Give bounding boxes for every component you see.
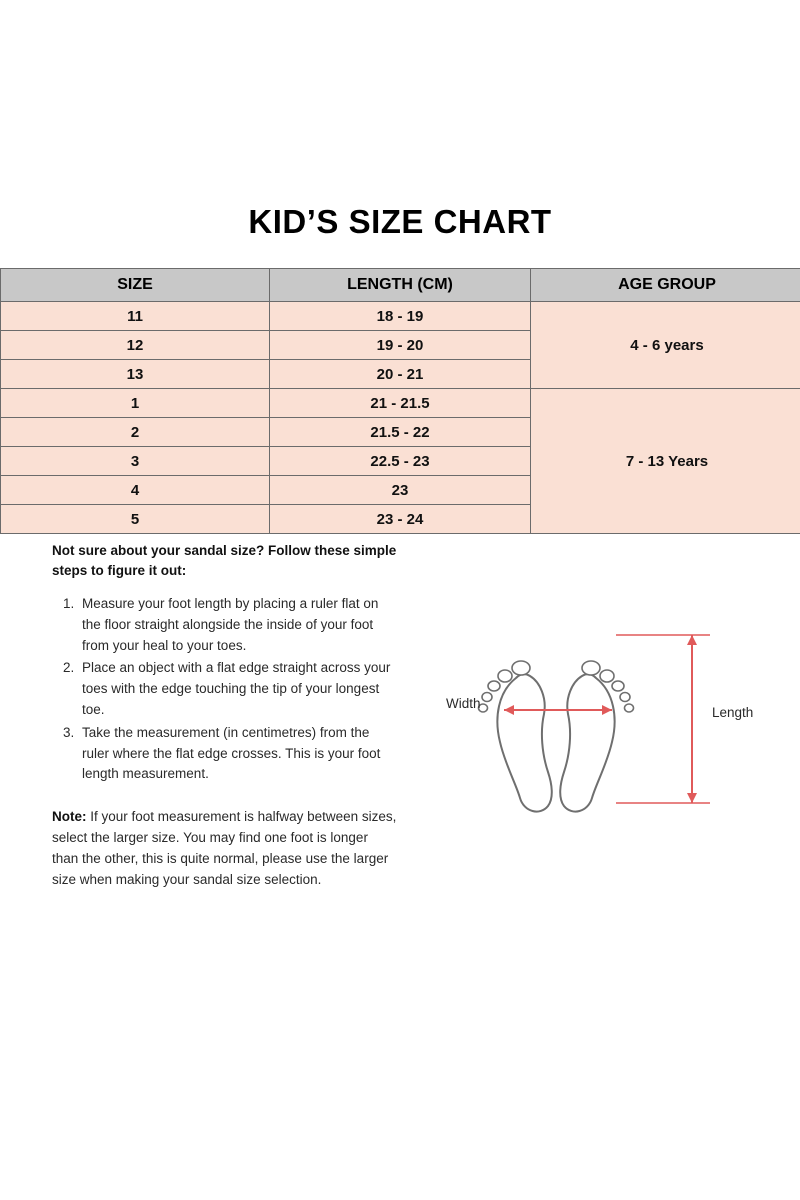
column-header-size: SIZE xyxy=(1,269,270,302)
table-header xyxy=(1,269,800,302)
left-foot-icon xyxy=(479,661,552,812)
width-label: Width xyxy=(446,696,481,711)
cell-size: 1 xyxy=(1,389,270,418)
note-text: If your foot measurement is halfway between sizes, select the larger size. You may find one foot is longer than the other, this is quite normal, please use the larger size when making your sandal size selection. xyxy=(52,809,397,887)
table-header-row xyxy=(1,269,800,302)
cell-size: 3 xyxy=(1,447,270,476)
page-title: KID’S SIZE CHART xyxy=(248,203,552,240)
cell-age-group: 4 - 6 years xyxy=(531,302,800,389)
list-item: 3. Take the measurement (in centimetres) from the ruler where the flat edge crosses. This is your foot length measurement. xyxy=(78,723,397,785)
list-item: 1. Measure your foot length by placing a ruler flat on the floor straight alongside the inside of your foot from your heal to your toes. xyxy=(78,594,397,656)
cell-length: 23 - 24 xyxy=(270,505,531,534)
cell-length: 23 xyxy=(270,476,531,505)
feet-illustration-svg xyxy=(420,600,770,850)
cell-size: 2 xyxy=(1,418,270,447)
cell-length: 21.5 - 22 xyxy=(270,418,531,447)
cell-size: 12 xyxy=(1,331,270,360)
table-body xyxy=(1,302,800,534)
length-arrow-icon xyxy=(616,635,710,803)
instructions-block xyxy=(52,541,397,904)
length-label: Length xyxy=(712,705,754,720)
cell-size: 13 xyxy=(1,360,270,389)
cell-size: 11 xyxy=(1,302,270,331)
list-item: 2. Place an object with a flat edge straight across your toes with the edge touching the tip of your longest toe. xyxy=(78,658,397,720)
instructions-steps xyxy=(52,594,397,785)
table-row xyxy=(1,389,800,418)
note-paragraph xyxy=(52,807,397,890)
column-header-length: LENGTH (CM) xyxy=(270,269,531,302)
foot-measurement-diagram xyxy=(420,600,770,850)
cell-length: 19 - 20 xyxy=(270,331,531,360)
cell-size: 4 xyxy=(1,476,270,505)
column-header-age-group: AGE GROUP xyxy=(531,269,800,302)
instructions-heading: Not sure about your sandal size? Follow these simple steps to figure it out: xyxy=(52,543,397,578)
cell-age-group: 7 - 13 Years xyxy=(531,389,800,534)
size-chart-table xyxy=(0,268,800,534)
note-label: Note: xyxy=(52,809,87,825)
table-row xyxy=(1,302,800,331)
cell-length: 22.5 - 23 xyxy=(270,447,531,476)
cell-size: 5 xyxy=(1,505,270,534)
cell-length: 21 - 21.5 xyxy=(270,389,531,418)
right-foot-icon xyxy=(560,661,633,812)
cell-length: 20 - 21 xyxy=(270,360,531,389)
cell-length: 18 - 19 xyxy=(270,302,531,331)
